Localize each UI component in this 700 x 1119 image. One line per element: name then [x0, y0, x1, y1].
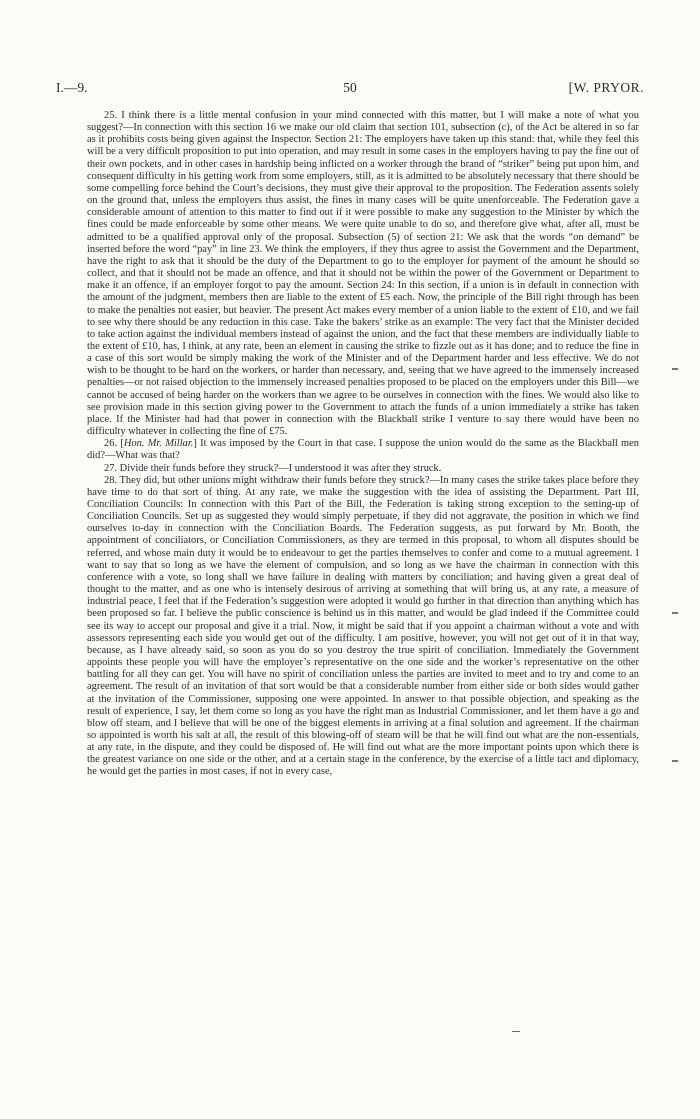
paragraph-26-text: ] It was imposed by the Court in that case. I suppose the union would do the same as the Blackball men did?—What was that? — [87, 438, 640, 462]
paragraph-28: 28. They did, but other unions might withdraw their funds before they struck?—In many cases the strike takes place before they have time to do that sort of thing. At any rate, we make the suggestion with the idea of assisting the Department. Part III, Conciliation Councils: In connection with this Part of the Bill, the Federation is taking strong exception to the setting-up of Conciliation Councils. Set up as suggested they would simply perpetuate, if they did not aggravate, the position in which we find ourselves to-day in connection with the Conciliation Boards. The Federation suggests, as put forward by Mr. Booth, the appointment of conciliators, or Conciliation Commissioners, as they are termed in this proposal, to whom all disputes should be referred, and whose main duty it would be to endeavour to get the parties themselves to confer and come to a mutual agreement. I want to say that so long as we have the element of compulsion, and so long as we have the chairman in connection with this conference with a vote, so long shall we have failure in dealing with matters by conciliation; and having given a great deal of thought to the matter, and as one who is intensely desirous of arriving at something that will bring us, at any rate, a measure of industrial peace, I feel that if the Federation’s suggestion were adopted it would go further in that direction than anything which has been proposed so far. I believe the public conscience is behind us in this matter, and would be glad indeed if the Committee could see its way to accept our proposal and give it a trial. Now, it might be said that if you appoint a chairman without a vote and with assessors representing each side you would get out of the difficulty. I am positive, however, you will not get out of it in that way, because, as I have already said, so soon as you do so you destroy the true spirit of conciliation. Immediately the Government appoints these people you will have the employer’s representative on the one side and the worker’s representative on the other battling for all they can get. You will have no spirit of conciliation unless the parties are invited to meet and to try and come to an agreement. The result of an invitation of that sort would be that a considerable number from either side or both sides would gather at the invitation of the Commissioner, supposing one were appointed. In answer to that possible objection, and speaking as the result of experience, I say, let them come so long as you have the right man as Industrial Commissioner, and let them have a go and blow off steam, and I believe that will be one of the biggest elements in arriving at a final solution and agreement. If the chairman so appointed is worth his salt at all, the result of this blowing-off of steam will be that he will find out what are the non-essentials, at any rate, in the dispute, and they could be disposed of. He will find out what are the more important points upon which there is the greatest variance on one side or the other, and at a certain stage in the conference, by the exercise of a little tact and diplomacy, he would get the parties in most cases, if not in every case, — [87, 474, 639, 778]
speaker-name: Hon. Mr. Millar. — [123, 438, 194, 450]
paragraph-25: 25. I think there is a little mental confusion in your mind connected with this matter, but I will make a note of what you suggest?—In connection with this section 16 we make our old claim that section 101, subsection (c), of the Act be altered in so far as it prohibits costs being given against the Inspector. Section 21: The employers have taken up this stand: that, while they feel this will be a very difficult proposition to put into operation, and may result in some cases in the employers having to pay the fine out of their own pockets, and in other cases in hardship being inflicted on a worker through the brand of “striker” being put upon him, and consequent difficulty in his getting work from some employers, still, as it is admitted to be absolutely necessary that there should be some compelling force behind the Court’s decisions, they must give their approval to the proposition. The Federation assents solely on the ground that, unless the employers thus assist, the fines in many cases will be quite unenforceable. The Federation gave a considerable amount of attention to this matter to find out if it were possible to make any suggestion to the Minister by which the fines could be made enforceable by some other means. We were quite unable to do so, and therefore give what, after all, must be admitted to be a qualified approval only of the proposal. Subsection (5) of section 21: We ask that the words “on demand” be inserted before the word “pay” in line 23. We think the employers, if they thus agree to assist the Government and the Department, have the right to ask that it should be the duty of the Department to go to the employer for payment of the amount he should so collect, and that it should not be made an offence, and that it should not be within the power of the Government or Department to make it an offence, if an employer forgot to pay the amount. Section 24: In this section, if a union is in default in connection with the amount of the judgment, members then are liable to the extent of £5 each. Now, the principle of the Bill right through has been to make the penalties not easier, but heavier. The present Act makes every member of a union liable to the extent of £10, and we fail to see why there should be any reduction in this case. Take the bakers’ strike as an example: The very fact that the Minister decided to take action against the individual members instead of against the union, and the fact that these members are individually liable to the extent of £10, has, I think, at any rate, been an element in causing the strike to fizzle out as it has done; and to reduce the fine in a case of this sort would be simply making the work of the Minister and of the Department harder and less effective. We do not wish to be thought to be hard on the workers, or harder than necessary, and, seeing that we have agreed to the immensely increased penalties—or not raised objection to the immensely increased penalties proposed to be placed on the employers under this Bill—we cannot be accused of being harder on the workers than we agree to be ourselves in connection with the fines. We would also like to see provision made in this section giving power to the Government to attach the funds of a union immediately a strike has taken place. If the Minister had had that power in connection with the Blackball strike I venture to say there would have been no difficulty whatever in collecting the fine of £75. — [87, 110, 639, 438]
margin-mark — [672, 760, 678, 762]
margin-mark — [672, 368, 678, 370]
document-reference: I.—9. — [56, 80, 88, 95]
paragraph-26-prefix: 26. [ — [104, 438, 124, 450]
margin-mark — [672, 612, 678, 614]
paragraph-26 — [87, 438, 639, 462]
witness-name: [W. PRYOR. — [568, 80, 644, 95]
document-body — [87, 110, 639, 779]
page-number: 50 — [343, 80, 357, 95]
page-header — [56, 80, 644, 100]
paragraph-27: 27. Divide their funds before they struck?—I understood it was after they struck. — [104, 462, 442, 474]
footer-dash — [512, 1031, 520, 1032]
